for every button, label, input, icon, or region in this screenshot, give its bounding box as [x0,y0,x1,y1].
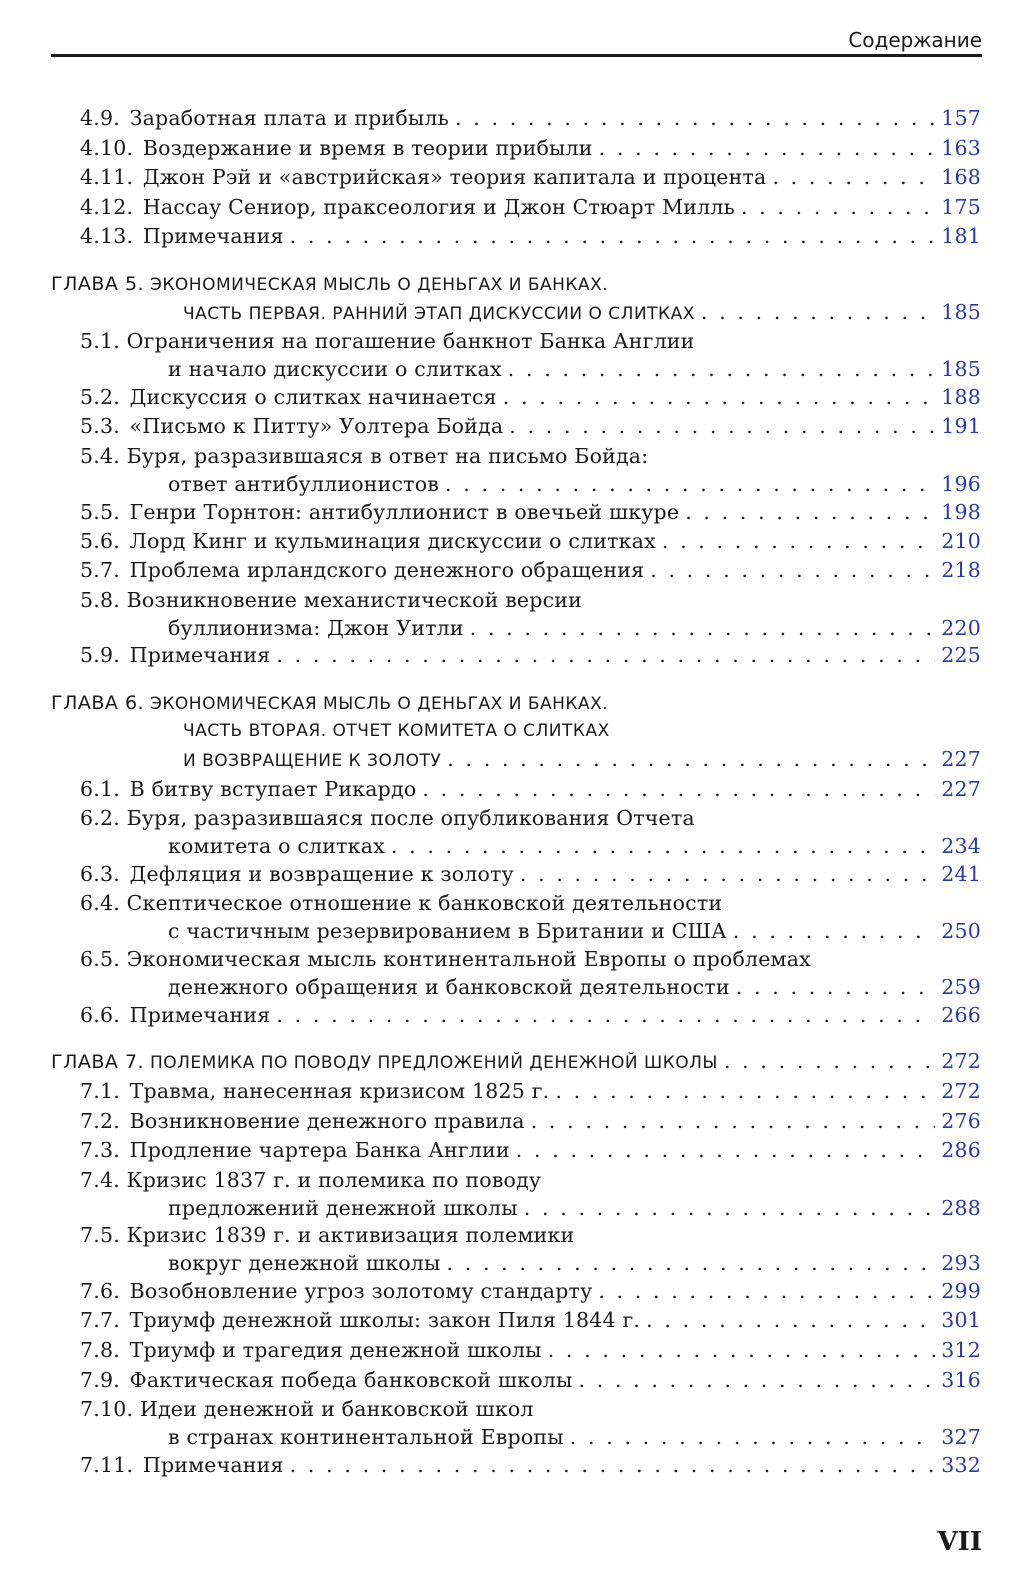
page-number[interactable]: 198 [941,500,981,524]
page-number[interactable]: 293 [941,1251,981,1275]
toc-entry-4-11[interactable]: 4.11. Джон Рэй и «австрийская» теория капитала и процента . . . 168 [80,163,981,191]
dot-leader [701,298,935,326]
toc-entry-5-7[interactable]: 5.7. Проблема ирландского денежного обращения . . . 218 [80,556,981,584]
chapter-5-heading[interactable]: ГЛАВА 5. ЭКОНОМИЧЕСКАЯ МЫСЛЬ О ДЕНЬГАХ И БАНКАХ. ЧАСТЬ ПЕРВАЯ. РАННИЙ ЭТАП ДИСКУССИИ О СЛИТКАХ . . . 185 [51,270,981,326]
toc-entry-4-12[interactable]: 4.12. Нассау Сениор, праксеология и Джон Стюарт Милль . . . 175 [80,193,981,221]
dot-leader [599,134,936,162]
toc-entry-5-1[interactable]: 5.1. Ограничения на погашение банкнот Банка Англии и начало дискуссии о слитках . . . 185 [80,327,981,383]
toc-entry-7-3[interactable]: 7.3. Продление чартера Банка Англии . . . 286 [80,1136,981,1164]
page-number[interactable]: 181 [941,224,981,248]
page-number[interactable]: 185 [941,300,981,324]
dot-leader [736,973,936,1001]
dot-leader [276,1001,935,1029]
toc-entry-7-10[interactable]: 7.10. Идеи денежной и банковской школ в странах континентальной Европы . . . 327 [80,1395,981,1451]
dot-leader [422,775,935,803]
toc-entry-5-4[interactable]: 5.4. Буря, разразившаяся в ответ на письмо Бойда: ответ антибуллионистов . . . 196 [80,442,981,498]
dot-leader [447,745,935,773]
dot-leader [555,1077,935,1105]
toc-entry-5-2[interactable]: 5.2. Дискуссия о слитках начинается . . . 188 [80,383,981,411]
page-number[interactable]: 272 [941,1079,981,1103]
chapter-label: ГЛАВА 6. [51,692,145,714]
page-number[interactable]: 157 [941,106,981,130]
toc-entry-7-4[interactable]: 7.4. Кризис 1837 г. и полемика по поводу предложений денежной школы . . . 288 [80,1166,981,1222]
dot-leader [290,1451,936,1479]
dot-leader [455,104,935,132]
dot-leader [503,383,936,411]
page-number[interactable]: 185 [941,357,981,381]
toc-entry-6-6[interactable]: 6.6. Примечания . . . 266 [80,1001,981,1029]
dot-leader [531,1107,936,1135]
toc-entry-4-10[interactable]: 4.10. Воздержание и время в теории прибыли . . . 163 [80,134,981,162]
page-number[interactable]: 301 [941,1308,981,1332]
dot-leader [391,832,935,860]
page-number[interactable]: 327 [941,1425,981,1449]
page-number[interactable]: 227 [941,747,981,771]
toc-entry-5-9[interactable]: 5.9. Примечания . . . 225 [80,641,981,669]
dot-leader [662,527,935,555]
dot-leader [570,1423,936,1451]
page-number[interactable]: 259 [941,975,981,999]
page-number[interactable]: 241 [941,862,981,886]
toc-entry-6-3[interactable]: 6.3. Дефляция и возвращение к золоту . . . 241 [80,860,981,888]
page-number[interactable]: 299 [941,1279,981,1303]
page-folio: VII [937,1527,982,1557]
dot-leader [650,556,935,584]
toc-entry-4-9[interactable]: 4.9. Заработная плата и прибыль . . . 157 [80,104,981,132]
toc-entry-5-3[interactable]: 5.3. «Письмо к Питту» Уолтера Бойда . . . 191 [80,412,981,440]
dot-leader [741,193,935,221]
dot-leader [733,917,935,945]
toc-entry-7-9[interactable]: 7.9. Фактическая победа банковской школы . . . 316 [80,1366,981,1394]
toc-entry-7-6[interactable]: 7.6. Возобновление угроз золотому стандарту . . . 299 [80,1277,981,1305]
dot-leader [516,1136,936,1164]
page-number[interactable]: 250 [941,919,981,943]
page-number[interactable]: 225 [941,643,981,667]
toc-entry-6-4[interactable]: 6.4. Скептическое отношение к банковской деятельности с частичным резервированием в Британии и США . . . 250 [80,889,981,945]
page-number[interactable]: 312 [941,1338,981,1362]
dot-leader [290,222,936,250]
toc-entry-6-2[interactable]: 6.2. Буря, разразившаяся после опубликования Отчета комитета о слитках . . . 234 [80,804,981,860]
page-number[interactable]: 276 [941,1109,981,1133]
dot-leader [598,1277,935,1305]
dot-leader [724,1047,935,1075]
toc-entry-5-8[interactable]: 5.8. Возникновение механистической версии буллионизма: Джон Уитли . . . 220 [80,586,981,642]
chapter-6-heading[interactable]: ГЛАВА 6. ЭКОНОМИЧЕСКАЯ МЫСЛЬ О ДЕНЬГАХ И БАНКАХ. ЧАСТЬ ВТОРАЯ. ОТЧЕТ КОМИТЕТА О СЛИТКАХ И ВОЗВРАЩЕНИЕ К ЗОЛОТУ . . . 227 [51,689,981,773]
toc-entry-5-5[interactable]: 5.5. Генри Торнтон: антибуллионист в овечьей шкуре . . . 198 [80,498,981,526]
dot-leader [446,1249,935,1277]
dot-leader [524,1194,936,1222]
page-number[interactable]: 234 [941,834,981,858]
page-number[interactable]: 220 [941,616,981,640]
chapter-label: ГЛАВА 7. [51,1051,145,1073]
dot-leader [548,1336,936,1364]
header-title: Содержание [848,28,982,52]
toc-entry-7-5[interactable]: 7.5. Кризис 1839 г. и активизация полемики вокруг денежной школы . . . 293 [80,1221,981,1277]
page-number[interactable]: 191 [941,414,981,438]
dot-leader [470,614,936,642]
toc-entry-7-1[interactable]: 7.1. Травма, нанесенная кризисом 1825 г. . . . 272 [80,1077,981,1105]
dot-leader [509,412,935,440]
dot-leader [445,470,935,498]
toc-entry-6-5[interactable]: 6.5. Экономическая мысль континентальной Европы о проблемах денежного обращения и банковской деятельности . . . 259 [80,945,981,1001]
page-number[interactable]: 196 [941,472,981,496]
dot-leader [772,163,935,191]
dot-leader [520,860,935,888]
dot-leader [646,1306,935,1334]
toc-entry-7-2[interactable]: 7.2. Возникновение денежного правила . . . 276 [80,1107,981,1135]
page-number[interactable]: 163 [941,136,981,160]
page-number[interactable]: 332 [941,1453,981,1477]
chapter-label: ГЛАВА 5. [51,273,145,295]
page-number[interactable]: 227 [941,777,981,801]
dot-leader [685,498,935,526]
toc-entry-7-11[interactable]: 7.11. Примечания . . . 332 [80,1451,981,1479]
toc-entry-7-7[interactable]: 7.7. Триумф денежной школы: закон Пиля 1844 г. . . . 301 [80,1306,981,1334]
page-number[interactable]: 316 [941,1368,981,1392]
page-number[interactable]: 266 [941,1003,981,1027]
toc-entry-5-6[interactable]: 5.6. Лорд Кинг и кульминация дискуссии о слитках . . . 210 [80,527,981,555]
dot-leader [276,641,935,669]
page-number[interactable]: 288 [941,1196,981,1220]
toc-entry-4-13[interactable]: 4.13. Примечания . . . 181 [80,222,981,250]
chapter-7-heading[interactable]: ГЛАВА 7. ПОЛЕМИКА ПО ПОВОДУ ПРЕДЛОЖЕНИЙ ДЕНЕЖНОЙ ШКОЛЫ . . . 272 [51,1047,981,1075]
page-number[interactable]: 188 [941,385,981,409]
toc-entry-6-1[interactable]: 6.1. В битву вступает Рикардо . . . 227 [80,775,981,803]
page-number[interactable]: 272 [941,1049,981,1073]
dot-leader [508,355,936,383]
page-number[interactable]: 210 [941,529,981,553]
dot-leader [578,1366,935,1394]
page-number[interactable]: 168 [941,165,981,189]
page-number[interactable]: 286 [941,1138,981,1162]
toc-entry-7-8[interactable]: 7.8. Триумф и трагедия денежной школы . . . 312 [80,1336,981,1364]
page-number[interactable]: 175 [941,195,981,219]
page-number[interactable]: 218 [941,558,981,582]
